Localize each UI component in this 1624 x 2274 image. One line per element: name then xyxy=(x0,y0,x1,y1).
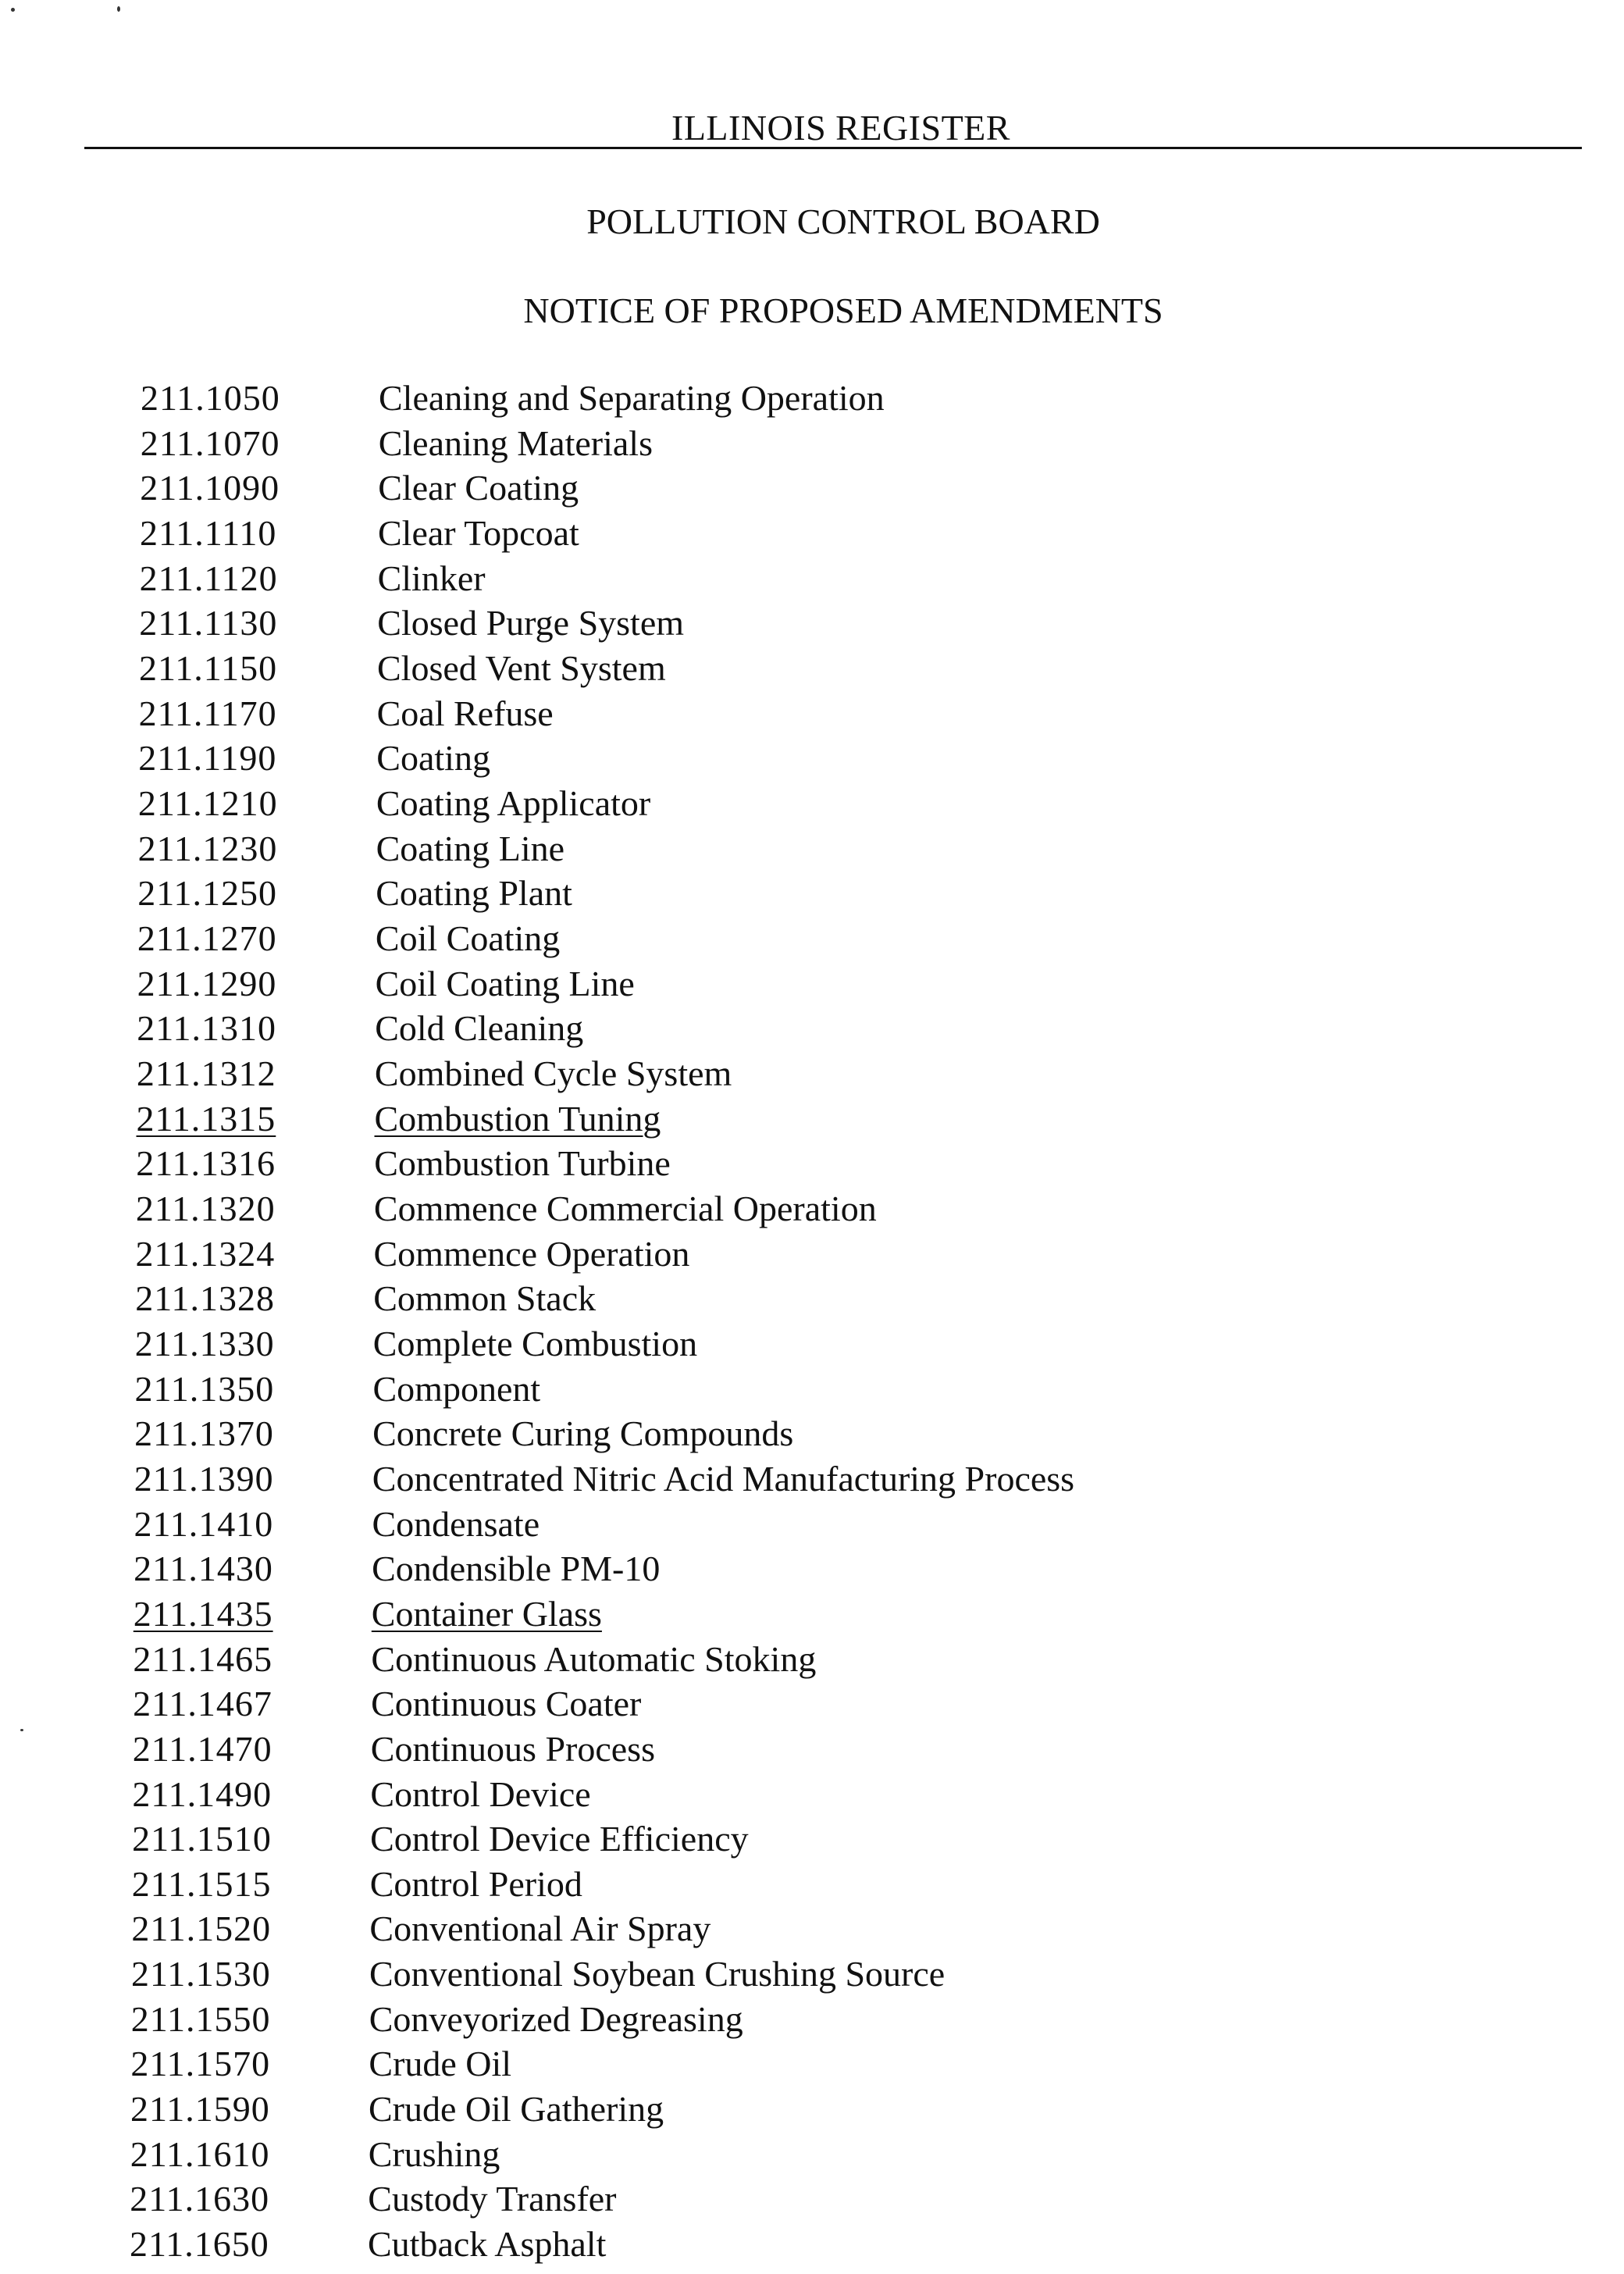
section-number: 211.1290 xyxy=(137,963,277,1003)
header-rule xyxy=(84,147,1582,149)
section-title: Coating Plant xyxy=(376,873,572,914)
section-title: Coil Coating Line xyxy=(375,963,635,1003)
section-number: 211.1150 xyxy=(139,648,278,688)
section-title: Complete Combustion xyxy=(372,1323,698,1363)
section-number: 211.1320 xyxy=(135,1188,276,1228)
section-title: Combustion Turbine xyxy=(374,1143,671,1184)
notice-title: NOTICE OF PROPOSED AMENDMENTS xyxy=(523,290,1163,330)
section-title: Closed Vent System xyxy=(377,648,666,688)
section-title: Control Period xyxy=(369,1863,582,1904)
section-title: Concrete Curing Compounds xyxy=(372,1413,794,1454)
scan-speck xyxy=(117,6,120,12)
section-number: 211.1390 xyxy=(134,1458,274,1499)
section-number: 211.1190 xyxy=(138,738,277,779)
section-title: Commence Commercial Operation xyxy=(373,1188,877,1228)
section-title: Common Stack xyxy=(373,1278,597,1319)
section-title: Cleaning and Separating Operation xyxy=(379,378,885,418)
section-title: Crude Oil xyxy=(369,2044,512,2084)
section-title: Crude Oil Gathering xyxy=(369,2089,664,2130)
section-number: 211.1515 xyxy=(131,1863,272,1904)
section-title: Custody Transfer xyxy=(368,2179,617,2219)
section-number: 211.1610 xyxy=(130,2133,270,2174)
section-title: Control Device xyxy=(370,1773,591,1814)
section-number: 211.1510 xyxy=(132,1819,272,1859)
section-title: Condensible PM-10 xyxy=(372,1549,661,1589)
section-number: 211.1467 xyxy=(133,1684,272,1724)
section-number: 211.1470 xyxy=(132,1728,272,1769)
section-number: 211.1250 xyxy=(137,873,277,914)
scan-speck xyxy=(11,8,15,12)
section-number: 211.1550 xyxy=(130,1998,271,2039)
section-number: 211.1170 xyxy=(138,693,277,733)
section-title: Coating xyxy=(376,738,490,779)
section-title: Conventional Air Spray xyxy=(369,1909,711,1949)
section-title: Closed Purge System xyxy=(377,603,685,643)
section-title: Combustion Tuning xyxy=(374,1098,661,1139)
section-number: 211.1330 xyxy=(134,1323,275,1363)
section-number: 211.1050 xyxy=(141,378,280,418)
section-number: 211.1650 xyxy=(130,2224,269,2265)
section-title: Cleaning Materials xyxy=(378,422,653,463)
section-title: Commence Operation xyxy=(373,1233,690,1274)
section-number: 211.1090 xyxy=(140,468,280,508)
section-title: Continuous Coater xyxy=(371,1684,642,1724)
board-name: POLLUTION CONTROL BOARD xyxy=(586,201,1100,241)
section-number: 211.1350 xyxy=(134,1368,275,1409)
section-number: 211.1312 xyxy=(136,1053,276,1093)
section-number: 211.1310 xyxy=(137,1008,276,1049)
section-title: Combined Cycle System xyxy=(374,1053,732,1093)
register-header-title: ILLINOIS REGISTER xyxy=(671,108,1010,148)
section-title: Crushing xyxy=(368,2133,500,2174)
section-number: 211.1230 xyxy=(137,828,278,868)
section-title: Coating Line xyxy=(376,828,565,868)
scan-speck xyxy=(20,1729,23,1731)
section-number: 211.1465 xyxy=(133,1638,273,1679)
section-number: 211.1315 xyxy=(136,1098,276,1139)
section-number: 211.1530 xyxy=(131,1954,271,1994)
section-number: 211.1070 xyxy=(140,422,280,463)
section-number: 211.1370 xyxy=(134,1413,274,1454)
section-title: Concentrated Nitric Acid Manufacturing Process xyxy=(372,1458,1075,1499)
section-title: Clinker xyxy=(377,558,486,598)
section-number: 211.1435 xyxy=(133,1593,273,1634)
section-number: 211.1328 xyxy=(135,1278,275,1319)
section-title: Control Device Efficiency xyxy=(370,1819,749,1859)
section-number: 211.1520 xyxy=(131,1909,272,1949)
section-number: 211.1120 xyxy=(139,558,278,598)
section-number: 211.1270 xyxy=(137,918,277,958)
section-title: Continuous Process xyxy=(370,1728,655,1769)
section-number: 211.1130 xyxy=(139,603,278,643)
section-number: 211.1590 xyxy=(130,2089,270,2130)
section-title: Cutback Asphalt xyxy=(368,2224,607,2265)
section-title: Condensate xyxy=(372,1503,540,1544)
section-number: 211.1490 xyxy=(132,1773,272,1814)
section-title: Component xyxy=(372,1368,541,1409)
section-title: Conventional Soybean Crushing Source xyxy=(369,1954,946,1994)
section-title: Continuous Automatic Stoking xyxy=(371,1638,817,1679)
section-number: 211.1430 xyxy=(134,1549,273,1589)
section-title: Coil Coating xyxy=(375,918,561,958)
section-title: Coating Applicator xyxy=(376,782,651,823)
section-title: Conveyorized Degreasing xyxy=(369,1998,743,2039)
section-number: 211.1410 xyxy=(134,1503,274,1544)
section-number: 211.1630 xyxy=(130,2179,270,2219)
section-title: Clear Coating xyxy=(378,468,579,508)
section-title: Coal Refuse xyxy=(376,693,554,733)
section-title: Clear Topcoat xyxy=(378,513,579,553)
section-title: Container Glass xyxy=(371,1593,602,1634)
section-number: 211.1570 xyxy=(130,2044,271,2084)
section-number: 211.1324 xyxy=(135,1233,276,1274)
section-number: 211.1110 xyxy=(140,513,277,553)
section-number: 211.1210 xyxy=(137,782,278,823)
section-title: Cold Cleaning xyxy=(375,1008,584,1049)
section-number: 211.1316 xyxy=(136,1143,276,1184)
